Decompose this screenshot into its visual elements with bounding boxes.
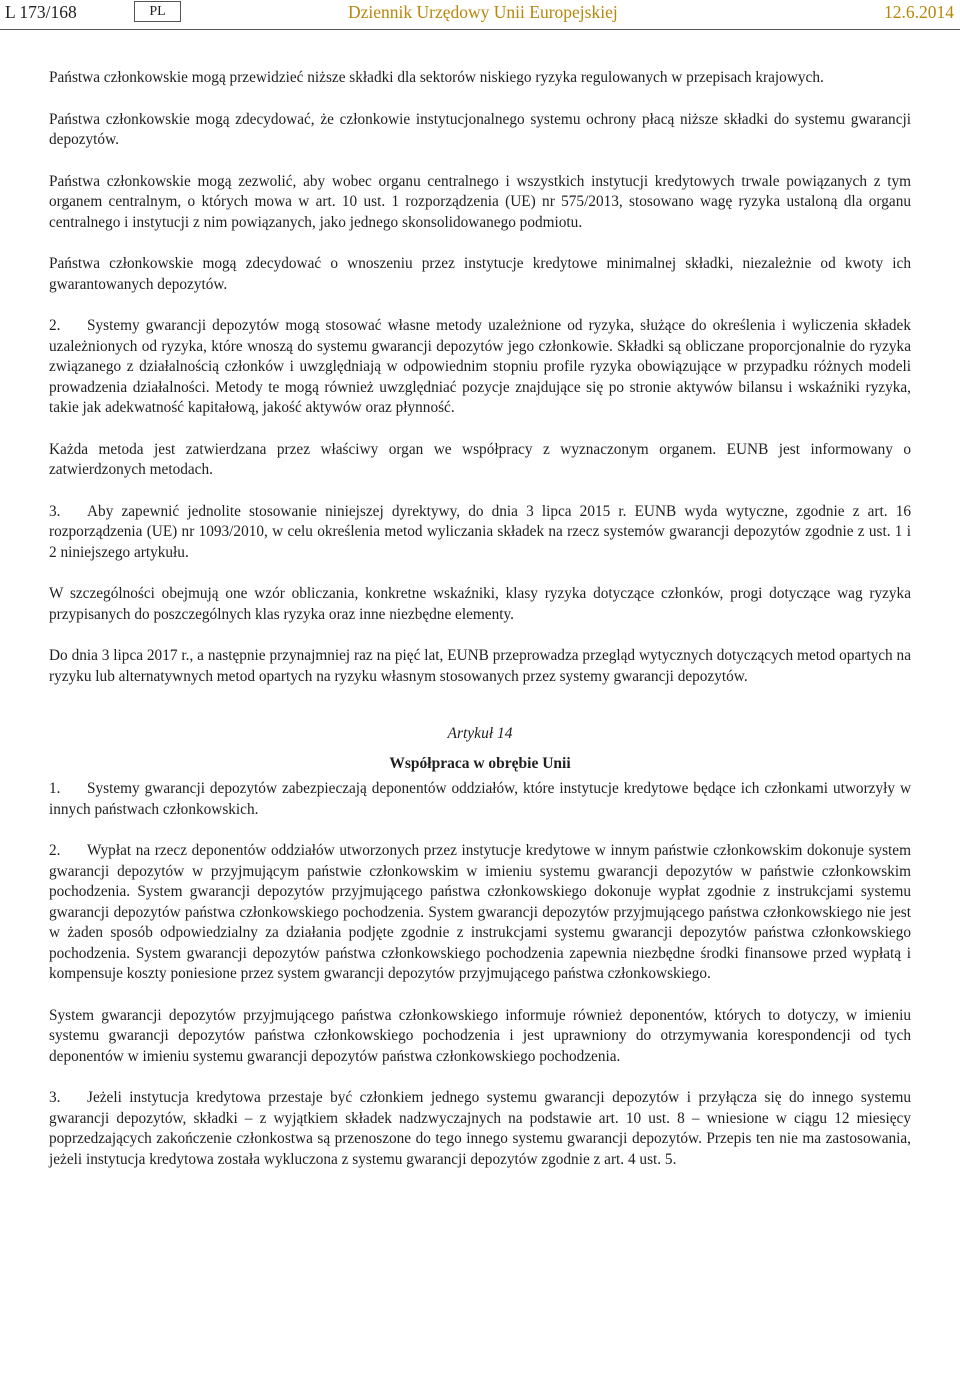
article-paragraph-3: System gwarancji depozytów przyjmującego państwa członkowskiego informuje również deponentów, których to dotyczy, w imieniu systemu gwarancji depozytów państwa członkowskiego pochodzenia i jest uprawniony do otrzymywania korespondencji od tych deponentów w imieniu systemu gwarancji depozytów państwa członkowskiego pochodzenia. bbox=[49, 1006, 911, 1065]
article-paragraph-1 bbox=[49, 779, 911, 820]
publication-date: 12.6.2014 bbox=[884, 2, 954, 22]
paragraph-number: 2. bbox=[49, 842, 61, 859]
document-body bbox=[49, 68, 911, 1191]
paragraph-number: 2. bbox=[49, 317, 61, 334]
article-paragraph-4 bbox=[49, 1088, 911, 1170]
paragraph-4: Państwa członkowskie mogą zdecydować o wnoszeniu przez instytucje kredytowe minimalnej składki, niezależnie od kwoty ich gwarantowanych depozytów. bbox=[49, 255, 911, 293]
article-title: Współpraca w obrębie Unii bbox=[389, 755, 571, 772]
paragraph-text: Wypłat na rzecz deponentów oddziałów utworzonych przez instytucje kredytowe w innym państwie członkowskim dokonuje system gwarancji depozytów w przyjmującym państwie członkowskim w imieniu systemu gwarancji depozytów w państwie członkowskim pochodzenia. System gwarancji depozytów przyjmującego państwa członkowskiego dokonuje wypłat zgodnie z instrukcjami systemu gwarancji depozytów państwa członkowskiego pochodzenia. System gwarancji depozytów przyjmującego państwa członkowskiego nie jest w żaden sposób odpowiedzialny za działania podjęte zgodnie z instrukcjami systemu gwarancji depozytów państwa członkowskiego pochodzenia. System gwarancji depozytów państwa członkowskiego pochodzenia zapewnia niezbędne środki finansowe przed wypłatą i kompensuje koszty poniesione przez system gwarancji depozytów przyjmującego państwa członkowskiego. bbox=[49, 842, 911, 982]
paragraph-9: Do dnia 3 lipca 2017 r., a następnie przynajmniej raz na pięć lat, EUNB przeprowadza przegląd wytycznych dotyczących metod opartych na ryzyku lub alternatywnych metod opartych na ryzyku własnym stosowanych przez systemy gwarancji depozytów. bbox=[49, 647, 911, 685]
article-paragraph-2 bbox=[49, 841, 911, 985]
page-reference: L 173/168 bbox=[5, 2, 77, 22]
paragraph-2: Państwa członkowskie mogą zdecydować, że członkowie instytucjonalnego systemu ochrony płacą niższe składki do systemu gwarancji depozytów. bbox=[49, 110, 911, 148]
paragraph-5 bbox=[49, 316, 911, 419]
paragraph-text: Jeżeli instytucja kredytowa przestaje być członkiem jednego systemu gwarancji depozytów i przyłącza się do innego systemu gwarancji depozytów, składki – z wyjątkiem składek nadzwyczajnych na podstawie art. 10 ust. 8 – wniesione w ciągu 12 miesięcy poprzedzających zakończenie członkostwa są przenoszone do tego innego systemu gwarancji depozytów. Przepis ten nie ma zastosowania, jeżeli instytucja kredytowa została wykluczona z systemu gwarancji depozytów zgodnie z art. 4 ust. 5. bbox=[49, 1089, 911, 1168]
paragraph-number: 3. bbox=[49, 1089, 61, 1106]
paragraph-8: W szczególności obejmują one wzór obliczania, konkretne wskaźniki, klasy ryzyka dotyczące członków, progi dotyczące wag ryzyka przypisanych do poszczególnych klas ryzyka oraz inne niezbędne elementy. bbox=[49, 585, 911, 623]
paragraph-1: Państwa członkowskie mogą przewidzieć niższe składki dla sektorów niskiego ryzyka regulowanych w przepisach krajowych. bbox=[49, 69, 824, 86]
paragraph-text: Systemy gwarancji depozytów mogą stosować własne metody uzależnione od ryzyka, służące do określenia i wyliczenia składek uzależnionych od ryzyka, które wnoszą do systemu gwarancji depozytów jego członkowie. Składki są obliczane proporcjonalnie do ryzyka związanego z działalnością członków i uwzględniają w odpowiednim stopniu profile ryzyka obowiązujące w przypadku różnych modeli prowadzenia działalności. Metody te mogą również uwzględniać pozycje znajdujące się po stronie aktywów bilansu i wskaźniki ryzyka, takie jak adekwatność kapitałową, jakość aktywów oraz płynność. bbox=[49, 317, 911, 416]
paragraph-text: Aby zapewnić jednolite stosowanie niniejszej dyrektywy, do dnia 3 lipca 2015 r. EUNB wyda wytyczne, zgodnie z art. 16 rozporządzenia (UE) nr 1093/2010, w celu określenia metod wyliczania składek na rzecz systemów gwarancji depozytów zgodnie z ust. 1 i 2 niniejszego artykułu. bbox=[49, 502, 911, 561]
language-badge: PL bbox=[134, 1, 181, 22]
article-number: Artykuł 14 bbox=[447, 725, 513, 742]
paragraph-7 bbox=[49, 502, 911, 564]
paragraph-text: Systemy gwarancji depozytów zabezpieczają deponentów oddziałów, które instytucje kredytowe będące ich członkami utworzyły w innych państwach członkowskich. bbox=[49, 780, 911, 818]
paragraph-6: Każda metoda jest zatwierdzana przez właściwy organ we współpracy z wyznaczonym organem. EUNB jest informowany o zatwierdzonych metodach. bbox=[49, 440, 911, 478]
journal-title: Dziennik Urzędowy Unii Europejskiej bbox=[348, 2, 618, 22]
header-divider bbox=[0, 29, 960, 30]
paragraph-3: Państwa członkowskie mogą zezwolić, aby wobec organu centralnego i wszystkich instytucji kredytowych trwale powiązanych z tym organem centralnym, o których mowa w art. 10 ust. 1 rozporządzenia (UE) nr 575/2013, stosowano wagę ryzyka ustaloną dla organu centralnego i instytucji z nim powiązanych, jako jednego skonsolidowanego podmiotu. bbox=[49, 172, 911, 231]
paragraph-number: 1. bbox=[49, 780, 61, 797]
paragraph-number: 3. bbox=[49, 502, 61, 520]
page-header bbox=[0, 0, 960, 30]
